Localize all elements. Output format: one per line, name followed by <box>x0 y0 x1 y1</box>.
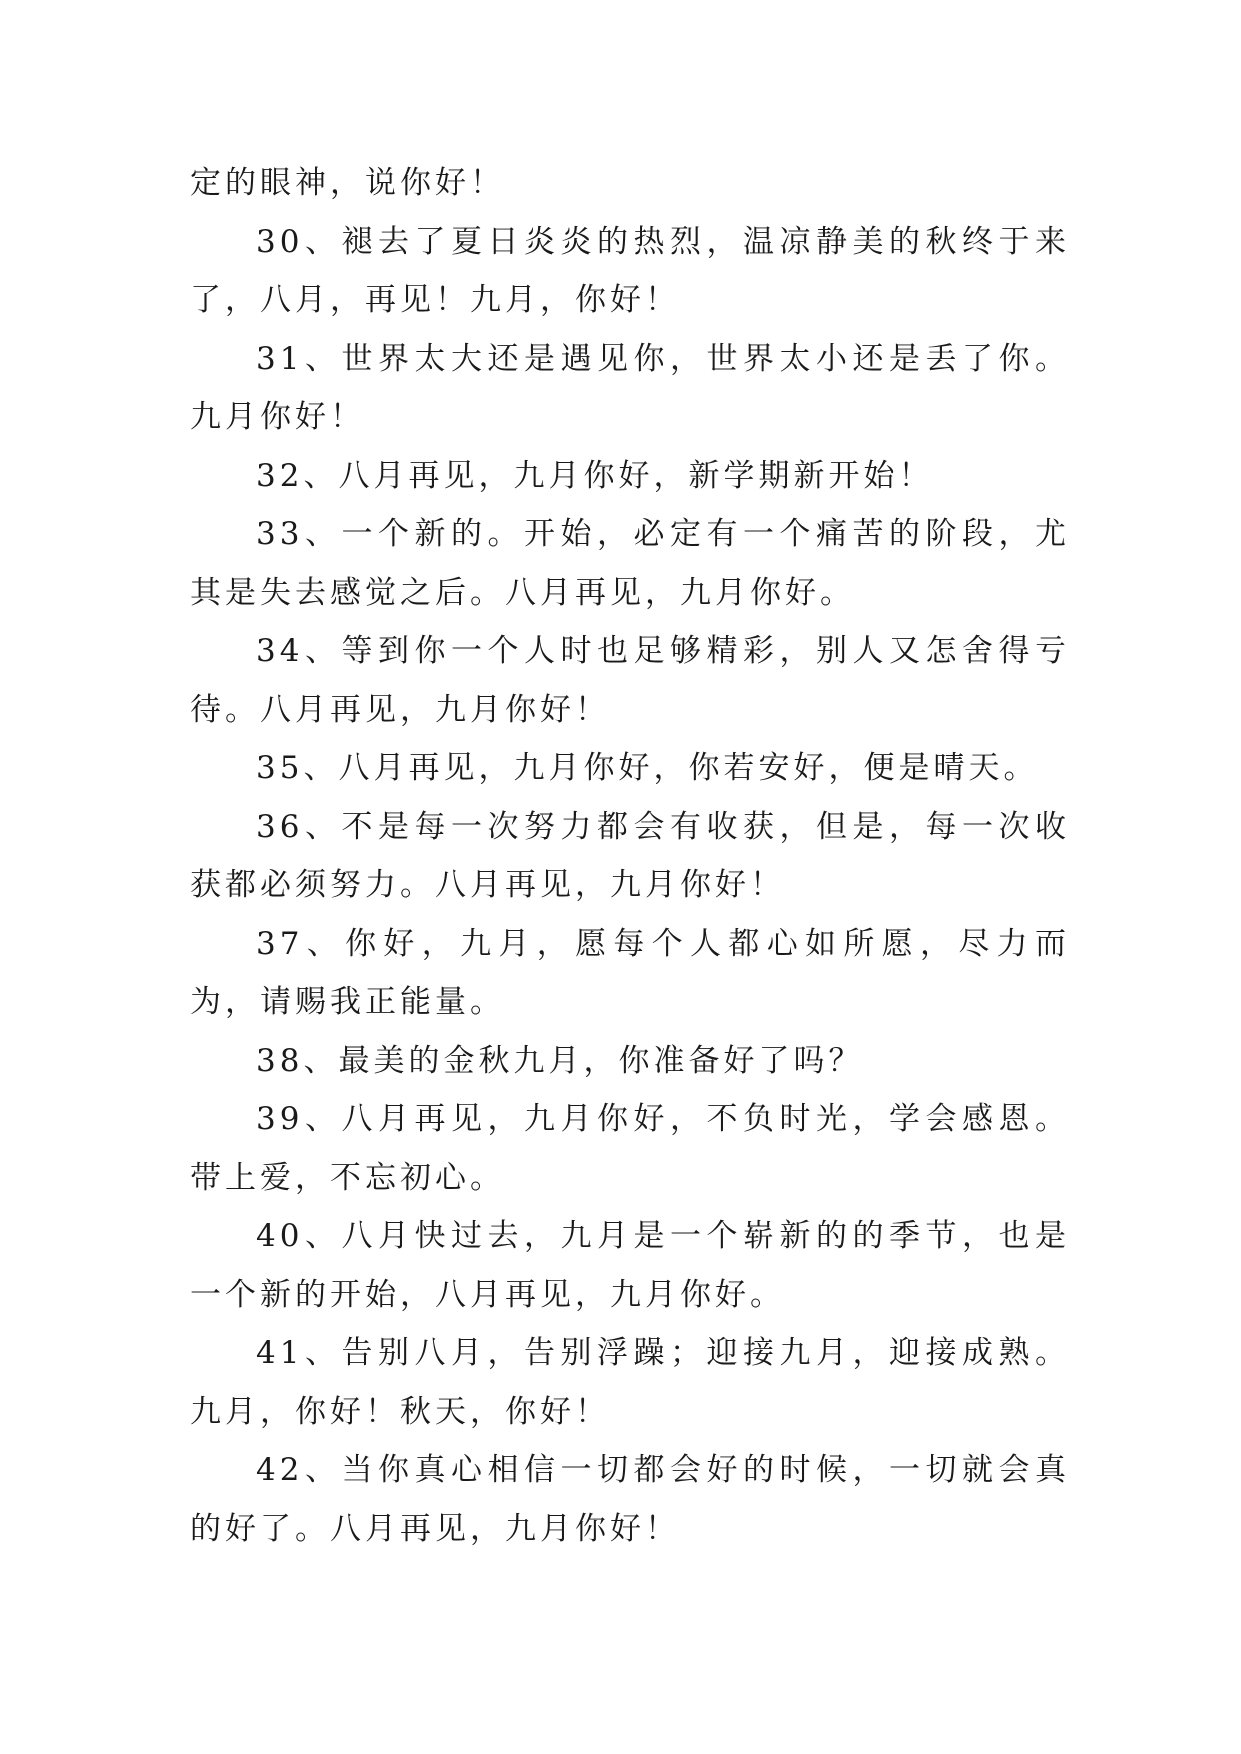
paragraph-33: 33、一个新的。开始，必定有一个痛苦的阶段，尤其是失去感觉之后。八月再见，九月你好。 <box>190 516 1070 611</box>
paragraph-41: 41、告别八月，告别浮躁；迎接九月，迎接成熟。九月，你好！秋天，你好！ <box>190 1335 1070 1430</box>
paragraph-continued: 定的眼神，说你好！ <box>190 165 505 201</box>
paragraph-32: 32、八月再见，九月你好，新学期新开始！ <box>256 457 934 494</box>
paragraph-31: 31、世界太大还是遇见你，世界太小还是丢了你。九月你好！ <box>190 340 1070 435</box>
document-body <box>190 154 1070 1558</box>
paragraph-37: 37、你好，九月，愿每个人都心如所愿，尽力而为，请赐我正能量。 <box>190 925 1070 1020</box>
paragraph-39: 39、八月再见，九月你好，不负时光，学会感恩。带上爱，不忘初心。 <box>190 1101 1070 1196</box>
paragraph-30: 30、褪去了夏日炎炎的热烈，温凉静美的秋终于来了，八月，再见！九月，你好！ <box>190 223 1070 318</box>
paragraph-42: 42、当你真心相信一切都会好的时候，一切就会真的好了。八月再见，九月你好！ <box>190 1452 1070 1547</box>
paragraph-34: 34、等到你一个人时也足够精彩，别人又怎舍得亏待。八月再见，九月你好！ <box>190 633 1070 728</box>
paragraph-35: 35、八月再见，九月你好，你若安好，便是晴天。 <box>256 750 1039 786</box>
paragraph-38: 38、最美的金秋九月，你准备好了吗？ <box>256 1042 864 1079</box>
paragraph-36: 36、不是每一次努力都会有收获，但是，每一次收获都必须努力。八月再见，九月你好！ <box>190 808 1070 903</box>
paragraph-40: 40、八月快过去，九月是一个崭新的的季节，也是一个新的开始，八月再见，九月你好。 <box>190 1218 1070 1313</box>
